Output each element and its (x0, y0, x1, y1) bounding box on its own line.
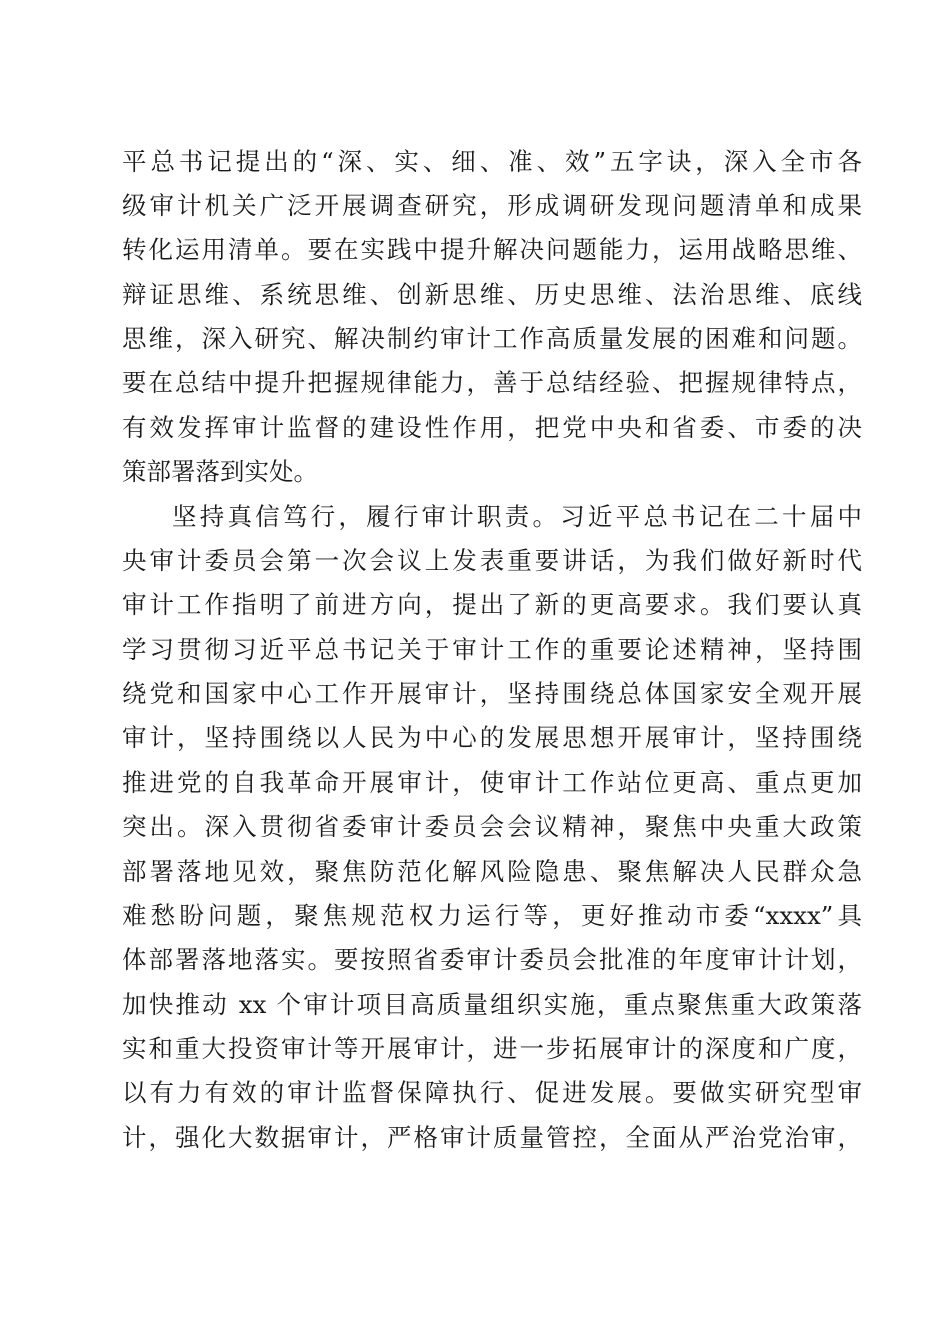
text-line: 加快推动 xx 个审计项目高质量组织实施，重点聚焦重大政策落 (122, 990, 862, 1019)
text-line: 以有力有效的审计监督保障执行、促进发展。要做实研究型审 (122, 1078, 862, 1107)
text-line: 学习贯彻习近平总书记关于审计工作的重要论述精神，坚持围 (122, 635, 862, 664)
text-line: 辩证思维、系统思维、创新思维、历史思维、法治思维、底线 (122, 280, 862, 309)
paragraph-first-line: 坚持真信笃行，履行审计职责。习近平总书记在二十届中 (172, 502, 862, 531)
text-line: 突出。深入贯彻省委审计委员会会议精神，聚焦中央重大政策 (122, 812, 862, 841)
text-line: 难愁盼问题，聚焦规范权力运行等，更好推动市委“xxxx”具 (122, 901, 862, 930)
text-line: 思维，深入研究、解决制约审计工作高质量发展的困难和问题。 (122, 324, 862, 353)
text-line: 央审计委员会第一次会议上发表重要讲话，为我们做好新时代 (122, 546, 862, 575)
text-line: 转化运用清单。要在实践中提升解决问题能力，运用战略思维、 (122, 235, 862, 264)
text-line: 部署落地见效，聚焦防范化解风险隐患、聚焦解决人民群众急 (122, 857, 862, 886)
text-line: 级审计机关广泛开展调查研究，形成调研发现问题清单和成果 (122, 191, 862, 220)
text-line: 平总书记提出的“深、实、细、准、效”五字诀，深入全市各 (122, 147, 862, 176)
text-line: 体部署落地落实。要按照省委审计委员会批准的年度审计计划， (122, 945, 862, 974)
text-line: 有效发挥审计监督的建设性作用，把党中央和省委、市委的决 (122, 413, 862, 442)
text-line: 审计，坚持围绕以人民为中心的发展思想开展审计，坚持围绕 (122, 723, 862, 752)
text-line: 实和重大投资审计等开展审计，进一步拓展审计的深度和广度， (122, 1034, 862, 1063)
text-line: 绕党和国家中心工作开展审计，坚持围绕总体国家安全观开展 (122, 679, 862, 708)
text-line: 计，强化大数据审计，严格审计质量管控，全面从严治党治审， (122, 1123, 862, 1152)
text-line: 审计工作指明了前进方向，提出了新的更高要求。我们要认真 (122, 590, 862, 619)
text-line: 推进党的自我革命开展审计，使审计工作站位更高、重点更加 (122, 768, 862, 797)
paragraph-last-line: 策部署落到实处。 (122, 457, 318, 486)
text-line: 要在总结中提升把握规律能力，善于总结经验、把握规律特点， (122, 368, 862, 397)
